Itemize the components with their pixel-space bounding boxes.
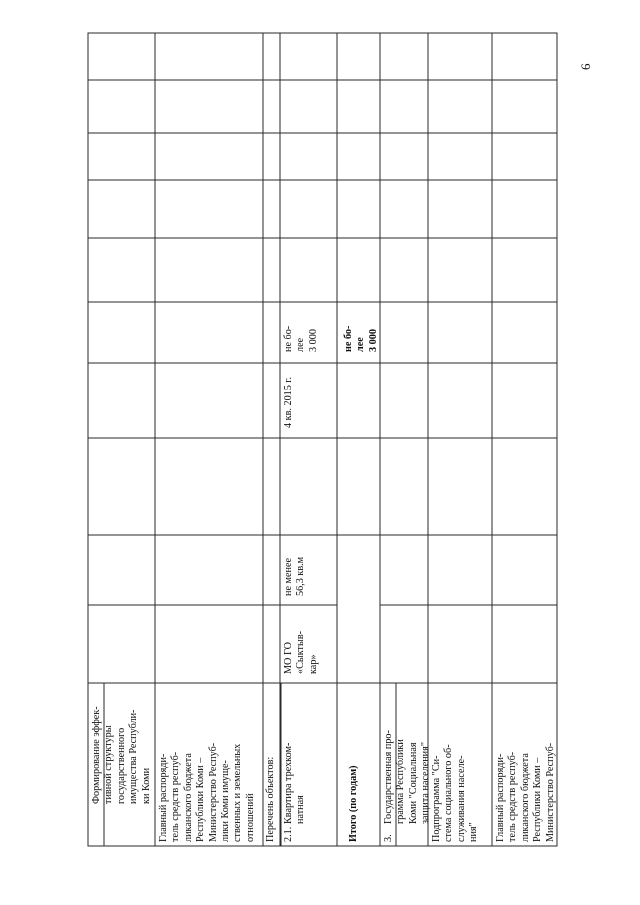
objects-list-label: Перечень объектов:: [265, 756, 276, 842]
executor-1-name: Главный распоряди- тель средств респуб- ликанского бюджета Республики Коми – Министерство Респуб- лики Коми имуще- ственных и земельных отношений: [158, 742, 256, 842]
subprogram-name: Подпрограмма "Си- стема социального об- служивания населе- ния": [431, 744, 480, 842]
goal-name: Формирование эффек- тивной структуры государственного имущества Республи- ки Коми: [91, 706, 152, 804]
item-2-1-name: Квартира трехком- натная: [283, 742, 307, 824]
item-2-1-term: 4 кв. 2015 г.: [283, 377, 294, 428]
total-cost: не бо- лее 3 000: [343, 325, 379, 352]
item-3-name: Государственная про- грамма Республики Коми "Социальная защита населения": [383, 730, 432, 824]
item-3-number: 3.: [383, 834, 394, 842]
total-label: Итого (по годам): [348, 765, 359, 842]
item-2-1-cost: не бо- лее 3 000: [283, 325, 319, 352]
item-2-1-location: МО ГО «Сыктыв- кар»: [283, 630, 319, 674]
item-2-1-area: не менее 56,3 кв.м: [283, 556, 307, 596]
page-number: 6: [578, 63, 593, 70]
executor-2-name: Главный распоряди- тель средств респуб- ликанского бюджета Республики Коми – Министерство Респуб-: [495, 742, 556, 842]
item-2-1-number: 2.1.: [283, 826, 294, 842]
